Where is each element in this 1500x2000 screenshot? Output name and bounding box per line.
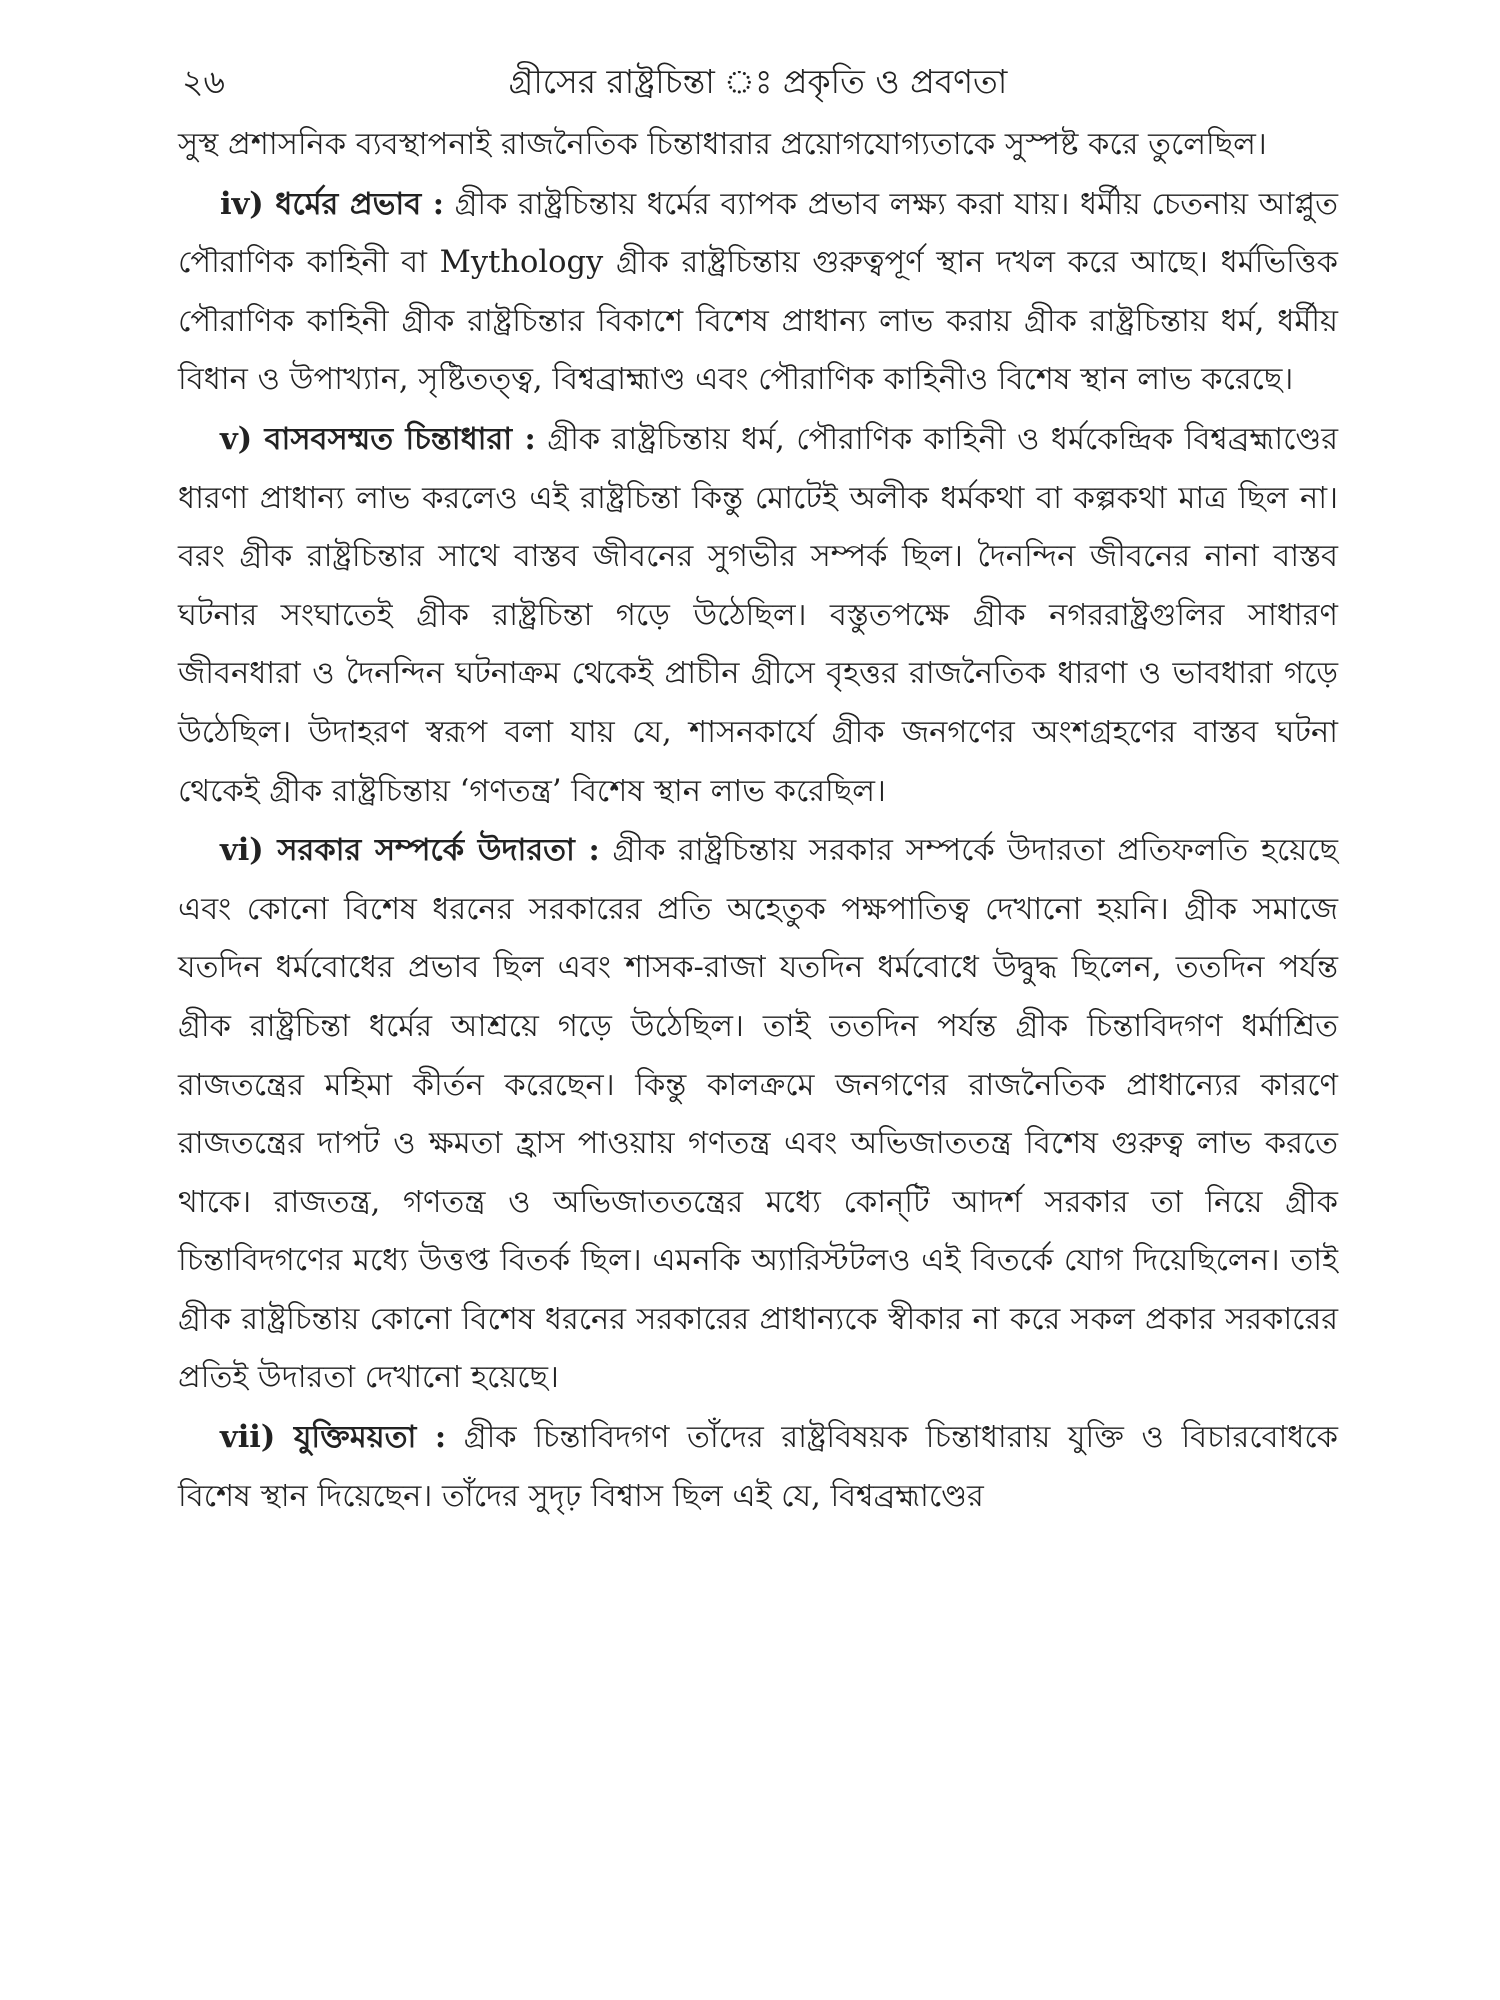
paragraph-text: গ্রীক রাষ্ট্রচিন্তায় ধর্মের ব্যাপক প্রভাব লক্ষ্য করা যায়। ধর্মীয় চেতনায় আপ্লুত পৌরাণিক কাহিনী বা Mythology গ্রীক রাষ্ট্রচিন্তায় গুরুত্বপূর্ণ স্থান দখল করে আছে। ধর্মভিত্তিক পৌরাণিক কাহিনী গ্রীক রাষ্ট্রচিন্তার বিকাশে বিশেষ প্রাধান্য লাভ করায় গ্রীক রাষ্ট্রচিন্তায় ধর্ম, ধর্মীয় বিধান ও উপাখ্যান, সৃষ্টিতত্ত্ব, বিশ্বব্রাহ্মাণ্ড এবং পৌরাণিক কাহিনীও বিশেষ স্থান লাভ করেছে। xyxy=(178,186,1338,398)
paragraph-text: সুস্থ প্রশাসনিক ব্যবস্থাপনাই রাজনৈতিক চিন্তাধারার প্রয়োগযোগ্যতাকে সুস্পষ্ট করে তুলেছিল। xyxy=(178,127,1267,162)
running-title: গ্রীসের রাষ্ট্রচিন্তা ঃ প্রকৃতি ও প্রবণতা xyxy=(508,62,1008,101)
paragraph-religion-influence xyxy=(178,175,1338,410)
paragraph-rationality xyxy=(178,1408,1338,1526)
running-head xyxy=(178,52,1338,112)
page-number: ২৬ xyxy=(182,62,225,101)
paragraph-text: গ্রীক রাষ্ট্রচিন্তায় ধর্ম, পৌরাণিক কাহিনী ও ধর্মকেন্দ্রিক বিশ্বব্রহ্মাণ্ডের ধারণা প্রাধান্য লাভ করলেও এই রাষ্ট্রচিন্তা কিন্তু মোটেই অলীক ধর্মকথা বা কল্পকথা মাত্র ছিল না। বরং গ্রীক রাষ্ট্রচিন্তার সাথে বাস্তব জীবনের সুগভীর সম্পর্ক ছিল। দৈনন্দিন জীবনের নানা বাস্তব ঘটনার সংঘাতেই গ্রীক রাষ্ট্রচিন্তা গড়ে উঠেছিল। বস্তুতপক্ষে গ্রীক নগররাষ্ট্রগুলির সাধারণ জীবনধারা ও দৈনন্দিন ঘটনাক্রম থেকেই প্রাচীন গ্রীসে বৃহত্তর রাজনৈতিক ধারণা ও ভাবধারা গড়ে উঠেছিল। উদাহরণ স্বরূপ বলা যায় যে, শাসনকার্যে গ্রীক জনগণের অংশগ্রহণের বাস্তব ঘটনা থেকেই গ্রীক রাষ্ট্রচিন্তায় ‘গণতন্ত্র’ বিশেষ স্থান লাভ করেছিল। xyxy=(178,421,1338,809)
section-heading: vi) সরকার সম্পর্কে উদারতা : xyxy=(220,832,600,869)
paragraph-text: গ্রীক রাষ্ট্রচিন্তায় সরকার সম্পর্কে উদারতা প্রতিফলতি হয়েছে এবং কোনো বিশেষ ধরনের সরকারের প্রতি অহেতুক পক্ষপাতিত্ব দেখানো হয়নি। গ্রীক সমাজে যতদিন ধর্মবোধের প্রভাব ছিল এবং শাসক-রাজা যতদিন ধর্মবোধে উদ্বুদ্ধ ছিলেন, ততদিন পর্যন্ত গ্রীক রাষ্ট্রচিন্তা ধর্মের আশ্রয়ে গড়ে উঠেছিল। তাই ততদিন পর্যন্ত গ্রীক চিন্তাবিদগণ ধর্মাশ্রিত রাজতন্ত্রের মহিমা কীর্তন করেছেন। কিন্তু কালক্রমে জনগণের রাজনৈতিক প্রাধান্যের কারণে রাজতন্ত্রের দাপট ও ক্ষমতা হ্রাস পাওয়ায় গণতন্ত্র এবং অভিজাততন্ত্র বিশেষ গুরুত্ব লাভ করতে থাকে। রাজতন্ত্র, গণতন্ত্র ও অভিজাততন্ত্রের মধ্যে কোন্‌টি আদর্শ সরকার তা নিয়ে গ্রীক চিন্তাবিদগণের মধ্যে উত্তপ্ত বিতর্ক ছিল। এমনকি অ্যারিস্টটলও এই বিতর্কে যোগ দিয়েছিলেন। তাই গ্রীক রাষ্ট্রচিন্তায় কোনো বিশেষ ধরনের সরকারের প্রাধান্যকে স্বীকার না করে সকল প্রকার সরকারের প্রতিই উদারতা দেখানো হয়েছে। xyxy=(178,833,1338,1396)
body-text xyxy=(178,116,1338,1526)
paragraph-continuation xyxy=(178,116,1338,175)
paragraph-text: গ্রীক চিন্তাবিদগণ তাঁদের রাষ্ট্রবিষয়ক চিন্তাধারায় যুক্তি ও বিচারবোধকে বিশেষ স্থান দিয়েছেন। তাঁদের সুদৃঢ় বিশ্বাস ছিল এই যে, বিশ্বব্রহ্মাণ্ডের xyxy=(178,1420,1338,1514)
section-heading: iv) ধর্মের প্রভাব : xyxy=(220,185,444,222)
paragraph-realistic-thought xyxy=(178,410,1338,821)
section-heading: v) বাসবসম্মত চিন্তাধারা : xyxy=(220,420,536,457)
section-heading: vii) যুক্তিময়তা : xyxy=(220,1419,447,1456)
paragraph-government-liberality xyxy=(178,821,1338,1408)
